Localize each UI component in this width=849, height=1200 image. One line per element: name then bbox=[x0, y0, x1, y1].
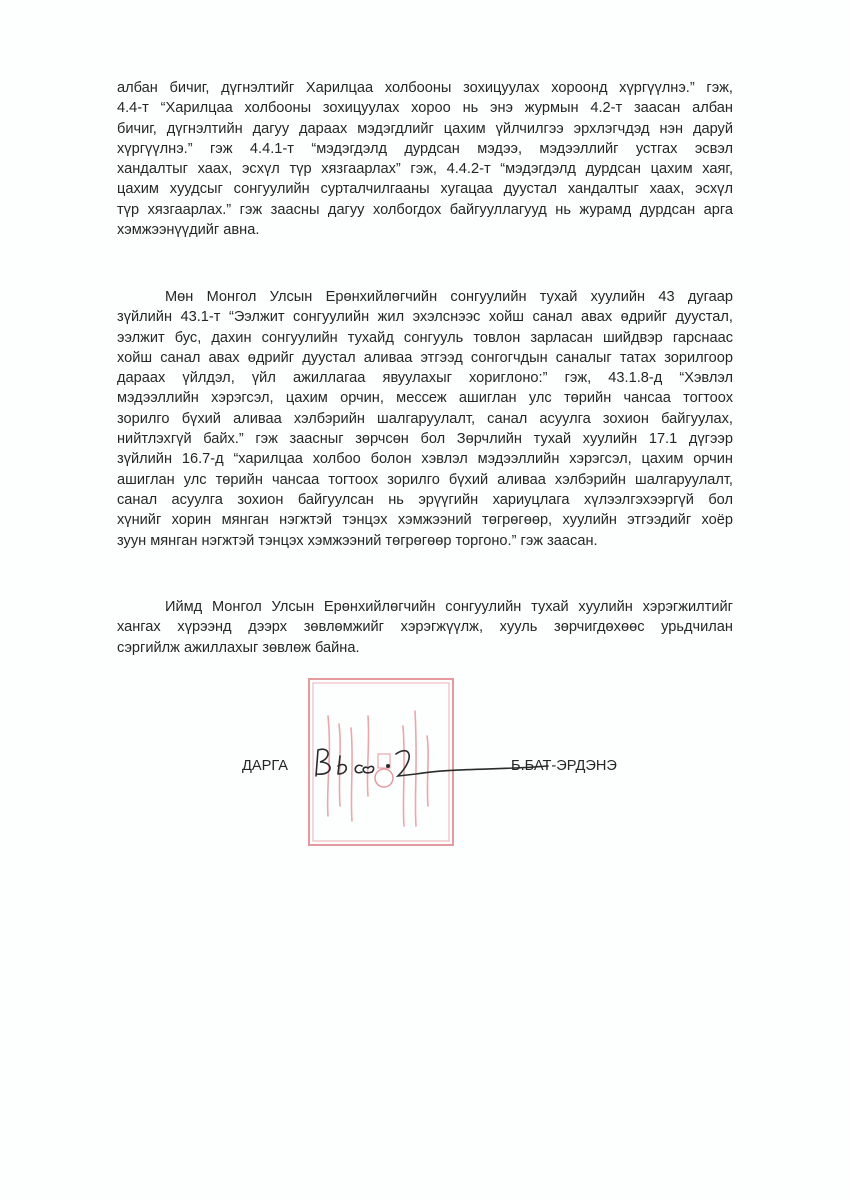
text-line: ээлжит бус, дахин сонгуулийн тухайд сонгууль товлон зарласан шийдвэр гарснаас bbox=[117, 329, 733, 346]
text-line: хангах хүрээнд дээрх зөвлөмжийг хэрэгжүүлж, хууль зөрчигдөхөөс урьдчилан bbox=[117, 619, 733, 636]
text-line: хүнийг хорин мянган нэгжтэй тэнцэх хэмжээний төгрөгөөр, хуулийн этгээдийг хоёр bbox=[117, 512, 733, 529]
text-line: 4.4-т “Харилцаа холбооны зохицуулах хороо нь энэ журмын 4.2-т заасан албан bbox=[117, 100, 733, 117]
text-line: албан бичиг, дүгнэлтийг Харилцаа холбооны зохицуулах хороонд хүргүүлнэ.” гэж, bbox=[117, 80, 733, 96]
paragraph-3 bbox=[117, 597, 733, 658]
text-line: зүйлийн 43.1-т “Ээлжит сонгуулийн жил эхэлснээс хойш санал авах өдрийг дуустал, bbox=[117, 309, 733, 326]
text-line: санал асуулга зохион байгуулсан нь эрүүгийн хариуцлага хүлээлгэхээргүй бол bbox=[117, 491, 733, 508]
signatory-title: ДАРГА bbox=[242, 758, 289, 774]
text-line: бичиг, дүгнэлтийн дагуу дараах мэдэгдлийг цахим үйлчилгээ эрхлэгчдэд нэн даруй bbox=[117, 120, 733, 137]
text-line: хойш санал авах өдрийг дуустал аливаа этгээд сонгогчдын саналыг татах зорилгоор bbox=[117, 349, 733, 366]
text-line: зорилго бүхий аливаа хэлбэрийн шалгаруулалт, санал асуулга зохион байгуулах, bbox=[117, 410, 733, 427]
text-line: нийтлэхгүй байх.” гэж заасныг зөрчсөн бол Зөрчлийн тухай хуулийн 17.1 дүгээр bbox=[117, 431, 733, 448]
text-line: хэмжээнүүдийг авна. bbox=[117, 222, 260, 239]
text-line: хүргүүлнэ.” гэж 4.4.1-т “мэдэгдэлд дурдсан мэдээ, мэдээллийг устгах эсвэл bbox=[117, 140, 733, 157]
text-line: хандалтыг хаах, эсхүл түр хязгаарлах” гэж, 4.4.2-т “мэдэгдэлд дурдсан цахим хаяг, bbox=[117, 161, 733, 178]
text-line: цахим хуудсыг сонгуулийн сурталчилгааны хугацаа дуустал хандалтыг хаах, эсхүл bbox=[117, 181, 733, 198]
text-line: Мөн Монгол Улсын Ерөнхийлөгчийн сонгуулийн тухай хуулийн 43 дугаар bbox=[165, 289, 733, 305]
text-line: сэргийлж ажиллахыг зөвлөж байна. bbox=[117, 639, 360, 656]
text-line: зүйлийн 16.7-д “харилцаа холбоо болон хэвлэл мэдээллийн хэрэгсэл, цахим орчин bbox=[117, 451, 733, 468]
text-line: мэдээллийн хэрэгсэл, цахим орчин, мессеж ашиглан улс төрийн чансаа тогтоох bbox=[117, 390, 733, 407]
signatory-name: Б.БАТ-ЭРДЭНЭ bbox=[511, 758, 617, 774]
paragraph-1 bbox=[117, 78, 733, 240]
text-line: ашиглан улс төрийн чансаа тогтоох зорилго бүхий аливаа хэлбэрийн шалгаруулалт, bbox=[117, 471, 733, 488]
text-line: Иймд Монгол Улсын Ерөнхийлөгчийн сонгуулийн тухай хуулийн хэрэгжилтийг bbox=[165, 599, 733, 615]
signature-block bbox=[242, 752, 662, 782]
text-line: зуун мянган нэгжтэй тэнцэх хэмжээний төгрөгөөр торгоно.” гэж заасан. bbox=[117, 532, 598, 549]
text-line: дараах үйлдэл, үйл ажиллагаа явуулахыг хориглоно:” гэж, 43.1.8-д “Хэвлэл bbox=[117, 370, 733, 387]
text-line: түр хязгаарлах.” гэж заасны дагуу холбогдох байгууллагууд нь журамд дурдсан арга bbox=[117, 201, 733, 218]
paragraph-2 bbox=[117, 287, 733, 551]
